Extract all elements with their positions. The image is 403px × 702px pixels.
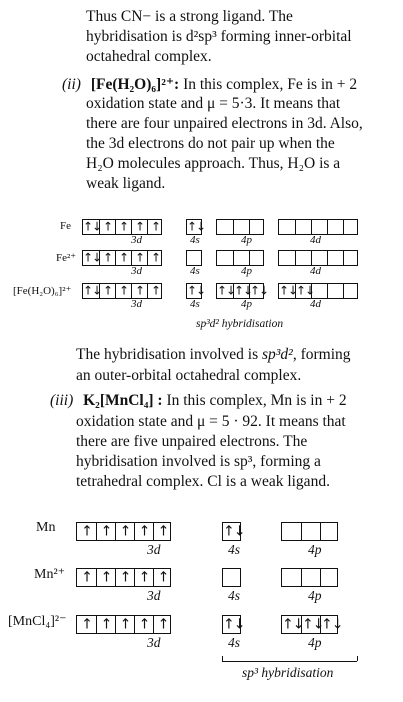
electron-arrow: ↑↓ [223,523,245,539]
electron-arrow: ↑ [118,283,129,298]
orbital-label-4p: 4p [241,265,252,277]
para2-text1: In this complex, Fe is in + 2 [183,76,358,93]
orbital-cell [153,616,172,633]
orbital-cell [147,251,163,265]
electron-arrow: ↑ [157,523,169,539]
electron-arrow: ↑ [119,569,131,585]
electron-arrow: ↑ [150,283,161,298]
electron-arrow: ↑ [157,569,169,585]
orbital-cell [279,220,295,234]
orbital-cell [301,523,320,540]
orbital-cell [147,284,163,298]
orbital-box-3d [76,568,171,587]
orbital-cell [223,616,245,633]
orbital-cell [147,220,163,234]
para4-text1: In this complex, Mn is in + 2 [166,392,347,409]
electron-arrow: ↑ [118,250,129,265]
electron-arrow: ↑ [118,219,129,234]
orbital-cell [223,569,242,586]
orbital-box-3d [82,219,162,235]
para2-line4: the 3d electrons do not pair up when the [86,135,335,152]
orbital-cell [96,523,115,540]
orbital-label-4s: 4s [228,635,241,650]
electron-arrow: ↑↓ [83,250,102,265]
orbital-cell [301,569,320,586]
species-label: Fe [60,220,71,232]
orbital-cell [311,251,327,265]
orbital-cell [320,616,343,633]
electron-arrow: ↑↓ [282,616,304,632]
orbital-label-4s: 4s [228,588,241,603]
para2-line3: there are four unpaired electrons in 3d. Also, [86,115,363,132]
orbital-cell [295,283,315,298]
orbital-box-3d [82,283,162,299]
orbital-cell [233,283,253,298]
orbital-box-4d [278,219,358,235]
orbital-cell [131,284,147,298]
orbital-cell [96,616,115,633]
orbital-cell [187,251,203,265]
species-label: [MnCl₄]²⁻ [8,614,67,629]
orbital-label-4d: 4d [310,234,321,246]
orbital-label-4d: 4d [310,298,321,310]
orbital-cell [327,251,343,265]
orbital-cell [99,284,115,298]
orbital-box-4s [186,250,202,266]
para4-line5: tetrahedral complex. Cl is a weak ligand. [76,473,330,490]
species-label: [Fe(H₂O)₆]²⁺ [13,285,72,297]
orbital-cell [115,284,131,298]
electron-arrow: ↑↓ [223,616,245,632]
electron-arrow: ↑ [150,250,161,265]
orbital-box-4s [222,522,245,541]
para3-hybrid: sp³d² [261,346,293,363]
para2-formula: [Fe(H₂O)₆]²⁺: [90,76,180,93]
orbital-label-4p: 4p [308,542,322,557]
electron-arrow: ↑ [119,523,131,539]
orbital-cell [115,220,131,234]
orbital-box-3d [82,250,162,266]
electron-arrow: ↑ [119,616,131,632]
orbital-label-4p: 4p [241,234,252,246]
orbital-cell [279,251,295,265]
electron-arrow: ↑ [81,569,92,585]
para1-line3: octahedral complex. [86,48,212,65]
orbital-box-4p [281,522,338,541]
orbital-box-4s [222,568,241,587]
orbital-cell [327,284,343,298]
electron-arrow: ↑ [100,616,112,632]
hybridisation-label: sp³ hybridisation [242,665,334,680]
orbital-cell [279,283,298,298]
orbital-box-4s [222,615,245,634]
orbital-label-3d: 3d [147,588,161,603]
hybrid-bracket-tick [357,656,358,661]
orbital-cell [282,616,304,633]
para4-line2: oxidation state and μ = 5 · 92. It means that [76,413,346,430]
orbital-box-4p [216,219,264,235]
orbital-cell [134,523,153,540]
electron-arrow: ↑ [150,219,161,234]
orbital-cell [295,251,311,265]
para1-line1: Thus CN− is a strong ligand. The [86,8,293,25]
orbital-box-4d [278,283,358,299]
orbital-label-4p: 4p [308,588,322,603]
electron-arrow: ↑↓ [321,616,343,632]
electron-arrow: ↑ [102,250,113,265]
electron-arrow: ↑ [134,250,145,265]
hybrid-bracket-tick [222,656,223,661]
orbital-box-4p [281,615,343,634]
species-label: Mn [36,520,56,535]
para2-line5: H₂O molecules approach. Thus, H₂O is a [86,155,341,172]
orbital-label-4p: 4p [241,298,252,310]
electron-arrow: ↑ [100,569,112,585]
orbital-cell [249,220,265,234]
para3-line1 [76,346,351,364]
orbital-cell [77,569,96,586]
orbital-cell [320,569,339,586]
orbital-label-4s: 4s [190,234,200,246]
electron-arrow: ↑↓ [187,219,206,234]
orbital-box-3d [76,522,171,541]
electron-arrow: ↑ [157,616,169,632]
para2-number: (ii) [62,76,81,93]
electron-arrow: ↑↓ [279,283,298,298]
electron-arrow: ↑↓ [302,616,324,632]
para1-line2: hybridisation is d²sp³ forming inner-orbital [86,28,352,45]
orbital-cell [77,616,96,633]
para2-line6: weak ligand. [86,175,166,192]
electron-arrow: ↑ [102,219,113,234]
electron-arrow: ↑ [138,523,150,539]
electron-arrow: ↑ [81,616,92,632]
orbital-cell [311,284,327,298]
orbital-cell [115,523,134,540]
orbital-cell [96,569,115,586]
orbital-label-4s: 4s [190,265,200,277]
para2-line2: oxidation state and μ = 5·3. It means that [86,95,341,112]
orbital-cell [223,523,245,540]
orbital-box-4s [186,283,206,299]
electron-arrow: ↑ [134,219,145,234]
electron-arrow: ↑↓ [234,283,253,298]
para4-formula: K₂[MnCl₄] : [83,392,163,409]
orbital-cell [99,251,115,265]
orbital-box-4s [186,219,206,235]
orbital-cell [187,283,206,298]
orbital-box-4p [281,568,338,587]
orbital-cell [249,251,265,265]
orbital-label-3d: 3d [131,234,142,246]
orbital-cell [153,569,172,586]
orbital-label-3d: 3d [131,298,142,310]
para3-text-c: , forming [292,346,351,363]
para4-line1 [50,392,347,410]
species-label: Mn²⁺ [34,567,66,582]
orbital-cell [217,251,233,265]
orbital-cell [233,220,249,234]
orbital-cell [217,220,233,234]
orbital-label-4p: 4p [308,635,322,650]
para4-number: (iii) [50,392,74,409]
para3-text-a: The hybridisation involved is [76,346,262,363]
orbital-label-4d: 4d [310,265,321,277]
orbital-cell [83,283,102,298]
para3-line2: an outer-orbital octahedral complex. [76,367,302,384]
orbital-cell [187,219,206,234]
electron-arrow: ↑↓ [217,283,236,298]
electron-arrow: ↑↓ [83,219,102,234]
orbital-cell [115,569,134,586]
orbital-cell [115,251,131,265]
orbital-cell [153,523,172,540]
orbital-cell [131,220,147,234]
hybrid-bracket [222,661,357,662]
orbital-box-3d [76,615,171,634]
orbital-cell [83,250,102,265]
orbital-cell [217,283,236,298]
orbital-cell [134,569,153,586]
orbital-cell [320,523,339,540]
para2-line1 [62,74,357,94]
orbital-cell [327,220,343,234]
orbital-cell [343,251,359,265]
orbital-label-4s: 4s [190,298,200,310]
orbital-cell [233,251,249,265]
electron-arrow: ↑ [134,283,145,298]
orbital-cell [83,219,102,234]
orbital-cell [311,220,327,234]
orbital-label-3d: 3d [147,542,161,557]
hybridisation-label: sp³d² hybridisation [196,318,284,330]
orbital-cell [343,220,359,234]
electron-arrow: ↑ [138,569,150,585]
electron-arrow: ↑↓ [83,283,102,298]
orbital-label-3d: 3d [131,265,142,277]
electron-arrow: ↑↓ [187,283,206,298]
orbital-cell [249,283,269,298]
orbital-cell [115,616,134,633]
orbital-cell [282,523,301,540]
orbital-box-4p [216,250,264,266]
orbital-cell [282,569,301,586]
electron-arrow: ↑ [138,616,150,632]
para4-line4: hybridisation involved is sp³, forming a [76,453,321,470]
electron-arrow: ↑↓ [250,283,269,298]
para4-line3: there are five unpaired electrons. The [76,433,308,450]
orbital-cell [301,616,324,633]
orbital-cell [131,251,147,265]
orbital-box-4p [216,283,269,299]
species-label: Fe²⁺ [56,252,77,264]
electron-arrow: ↑ [102,283,113,298]
orbital-label-4s: 4s [228,542,241,557]
orbital-cell [343,284,359,298]
orbital-cell [295,220,311,234]
orbital-label-3d: 3d [147,635,161,650]
electron-arrow: ↑ [81,523,92,539]
electron-arrow: ↑↓ [296,283,315,298]
orbital-cell [134,616,153,633]
electron-arrow: ↑ [100,523,112,539]
orbital-box-4d [278,250,358,266]
orbital-cell [77,523,96,540]
orbital-cell [99,220,115,234]
